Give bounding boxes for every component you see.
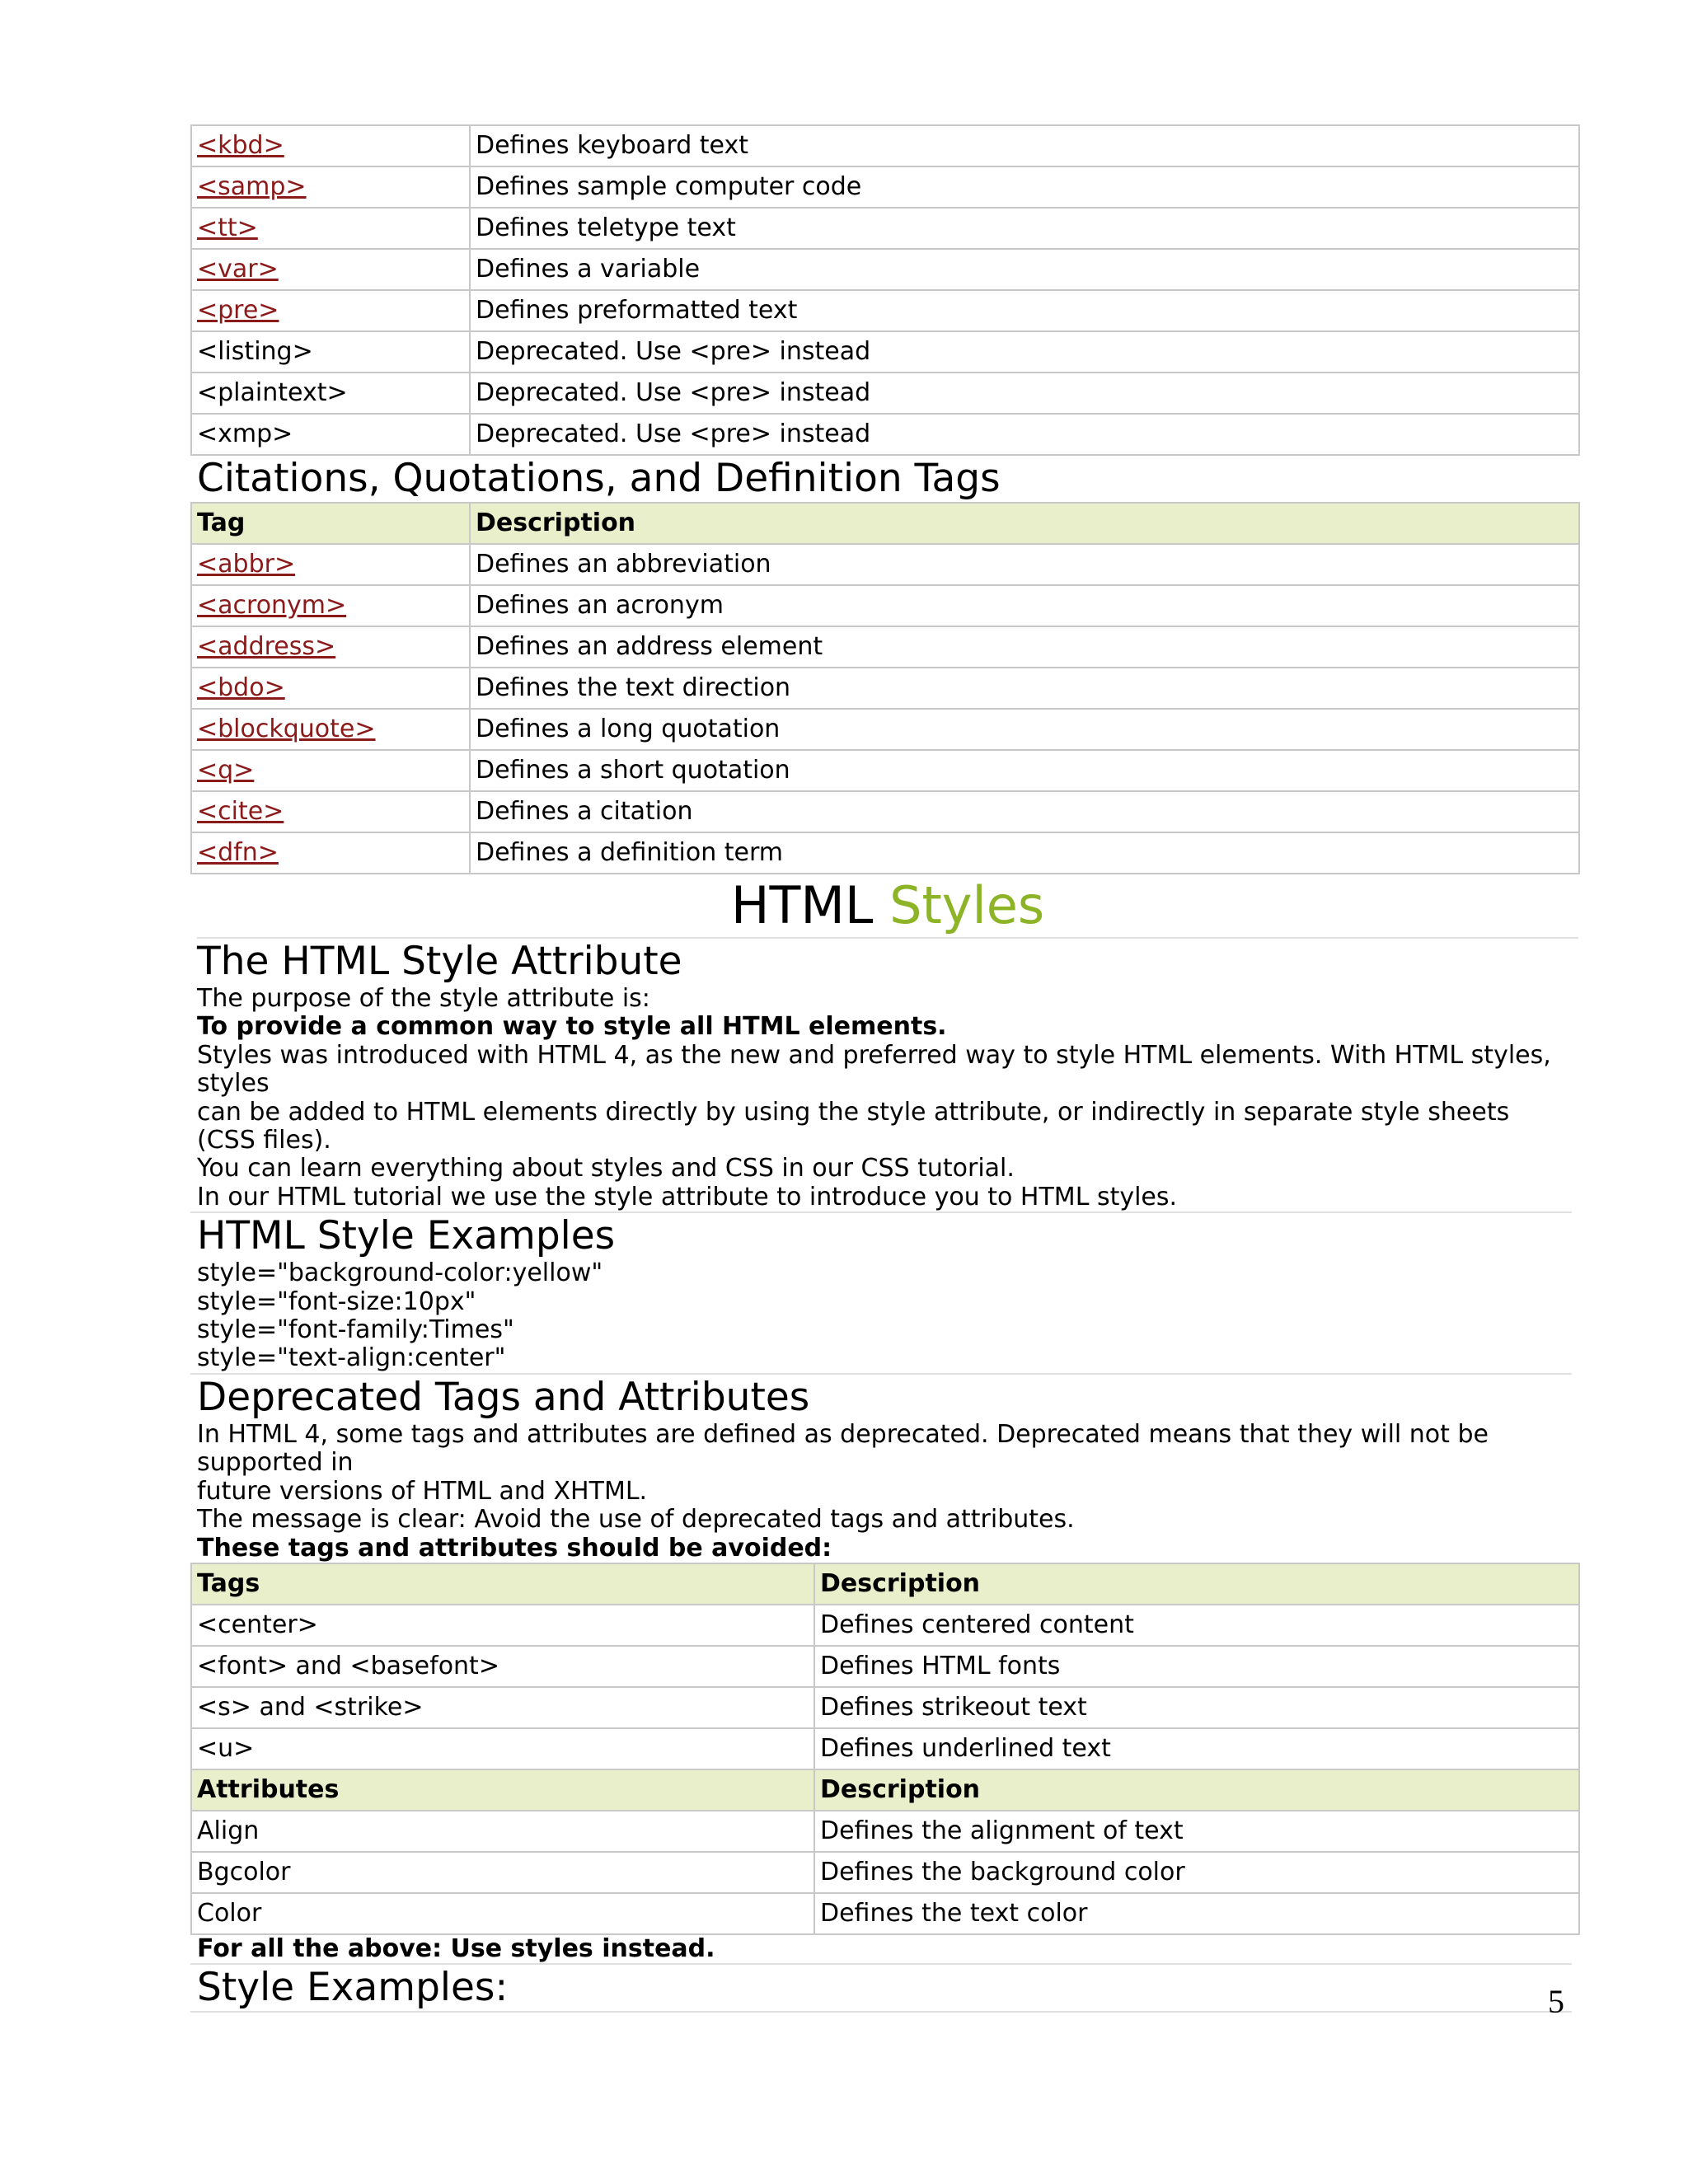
attribute-description: Defines the text color (814, 1893, 1579, 1934)
deprecated-footer: For all the above: Use styles instead. (190, 1935, 1572, 1965)
tag-description: Defines a variable (470, 249, 1579, 290)
tag-description: Defines strikeout text (814, 1687, 1579, 1728)
document-page (190, 124, 1578, 2013)
tag-link-abbr[interactable]: <abbr> (197, 550, 296, 579)
table-row (191, 1605, 1579, 1646)
tag-link-tt[interactable]: <tt> (197, 213, 258, 242)
table-row (191, 544, 1579, 585)
attribute-name: Align (191, 1811, 814, 1852)
tag-description: Defines a citation (470, 791, 1579, 832)
tag-link-address[interactable]: <address> (197, 632, 336, 661)
table-row (191, 166, 1579, 208)
table-header-row (191, 503, 1579, 544)
column-header-tag: Tag (191, 503, 470, 544)
table-row (191, 290, 1579, 331)
paragraph-line: The purpose of the style attribute is: (197, 984, 650, 1013)
tag-description: Defines sample computer code (470, 166, 1579, 208)
tag-link-cite[interactable]: <cite> (197, 797, 284, 826)
paragraph-line-bold: These tags and attributes should be avoided: (197, 1533, 832, 1563)
paragraph-line: Styles was introduced with HTML 4, as the new and preferred way to style HTML elements. With HTML styles, styles (197, 1040, 1551, 1099)
page-number: 5 (1548, 1983, 1564, 2020)
page-title (197, 874, 1578, 939)
tag-description: Defines an acronym (470, 585, 1579, 626)
table-row (191, 626, 1579, 668)
tag-name: <center> (191, 1605, 814, 1646)
tag-description: Defines a long quotation (470, 709, 1579, 750)
tag-name: <u> (191, 1728, 814, 1769)
table-row (191, 585, 1579, 626)
tag-description: Defines teletype text (470, 208, 1579, 249)
table-row (191, 249, 1579, 290)
example-line: style="background-color:yellow" (197, 1258, 603, 1288)
table-row (191, 373, 1579, 414)
tag-name: <font> and <basefont> (191, 1646, 814, 1687)
tag-description: Defines HTML fonts (814, 1646, 1579, 1687)
example-line: style="font-family:Times" (197, 1315, 514, 1345)
tag-link-bdo[interactable]: <bdo> (197, 673, 285, 702)
table-row (191, 331, 1579, 373)
tag-description: Defines underlined text (814, 1728, 1579, 1769)
deprecated-heading: Deprecated Tags and Attributes (197, 1374, 810, 1420)
table-row (191, 832, 1579, 874)
attribute-description: Defines the background color (814, 1852, 1579, 1893)
column-header-description: Description (814, 1563, 1579, 1605)
tag-description: Deprecated. Use <pre> instead (470, 331, 1579, 373)
style-examples-2-heading: Style Examples: (190, 1965, 1572, 2013)
column-header-attributes: Attributes (191, 1769, 814, 1811)
tag-description: Defines preformatted text (470, 290, 1579, 331)
table-row (191, 125, 1579, 166)
table-row (191, 668, 1579, 709)
tag-description: Defines a short quotation (470, 750, 1579, 791)
attribute-name: Bgcolor (191, 1852, 814, 1893)
table-row (191, 791, 1579, 832)
tag-description: Defines centered content (814, 1605, 1579, 1646)
deprecated-table (190, 1563, 1580, 1935)
paragraph-line: In our HTML tutorial we use the style attribute to introduce you to HTML styles. (197, 1182, 1178, 1212)
style-attribute-heading: The HTML Style Attribute (197, 939, 682, 984)
tag-description: Defines an abbreviation (470, 544, 1579, 585)
tag-link-q[interactable]: <q> (197, 756, 255, 785)
tag-description: Deprecated. Use <pre> instead (470, 414, 1579, 455)
attribute-description: Defines the alignment of text (814, 1811, 1579, 1852)
table-row (191, 208, 1579, 249)
tag-link-pre[interactable]: <pre> (197, 296, 279, 325)
table-row (191, 1811, 1579, 1852)
table-row (191, 1687, 1579, 1728)
tag-description: Defines the text direction (470, 668, 1579, 709)
tag-name: <plaintext> (191, 373, 470, 414)
table-header-row (191, 1563, 1579, 1605)
tag-description: Deprecated. Use <pre> instead (470, 373, 1579, 414)
table-header-row (191, 1769, 1579, 1811)
paragraph-line-bold: To provide a common way to style all HTML elements. (197, 1012, 947, 1042)
paragraph-line: future versions of HTML and XHTML. (197, 1476, 648, 1506)
style-attribute-body (190, 985, 1572, 1213)
table-row (191, 1728, 1579, 1769)
tag-name: <listing> (191, 331, 470, 373)
column-header-description: Description (470, 503, 1579, 544)
tag-name: <s> and <strike> (191, 1687, 814, 1728)
paragraph-line: You can learn everything about styles and CSS in our CSS tutorial. (197, 1154, 1015, 1183)
table-row (191, 709, 1579, 750)
paragraph-line: can be added to HTML elements directly by using the style attribute, or indirectly in separate style sheets (CSS files). (197, 1097, 1510, 1155)
citations-table (190, 502, 1580, 874)
tag-description: Defines an address element (470, 626, 1579, 668)
table-row (191, 1852, 1579, 1893)
tag-description: Defines a definition term (470, 832, 1579, 874)
tag-link-var[interactable]: <var> (197, 255, 279, 284)
page-title-main: HTML (730, 875, 890, 935)
deprecated-body (190, 1421, 1572, 1563)
citations-heading: Citations, Quotations, and Definition Tags (197, 456, 1001, 501)
table-row (191, 414, 1579, 455)
attribute-name: Color (191, 1893, 814, 1934)
example-line: style="text-align:center" (197, 1343, 506, 1373)
paragraph-line: The message is clear: Avoid the use of deprecated tags and attributes. (197, 1505, 1075, 1535)
paragraph-line: In HTML 4, some tags and attributes are defined as deprecated. Deprecated means that they will not be supported in (197, 1419, 1489, 1478)
tag-name: <xmp> (191, 414, 470, 455)
page-title-accent: Styles (889, 875, 1045, 935)
tag-link-acronym[interactable]: <acronym> (197, 591, 347, 620)
table-row (191, 1646, 1579, 1687)
column-header-description: Description (814, 1769, 1579, 1811)
formatting-tags-table (190, 124, 1580, 456)
tag-description: Defines keyboard text (470, 125, 1579, 166)
style-examples-heading: HTML Style Examples (197, 1213, 616, 1259)
tag-link-blockquote[interactable]: <blockquote> (197, 715, 376, 743)
column-header-tags: Tags (191, 1563, 814, 1605)
style-examples-body (190, 1259, 1572, 1375)
tag-link-dfn[interactable]: <dfn> (197, 838, 279, 867)
table-row (191, 750, 1579, 791)
tag-link-samp[interactable]: <samp> (197, 172, 307, 201)
table-row (191, 1893, 1579, 1934)
example-line: style="font-size:10px" (197, 1286, 476, 1316)
tag-link-kbd[interactable]: <kbd> (197, 131, 284, 160)
